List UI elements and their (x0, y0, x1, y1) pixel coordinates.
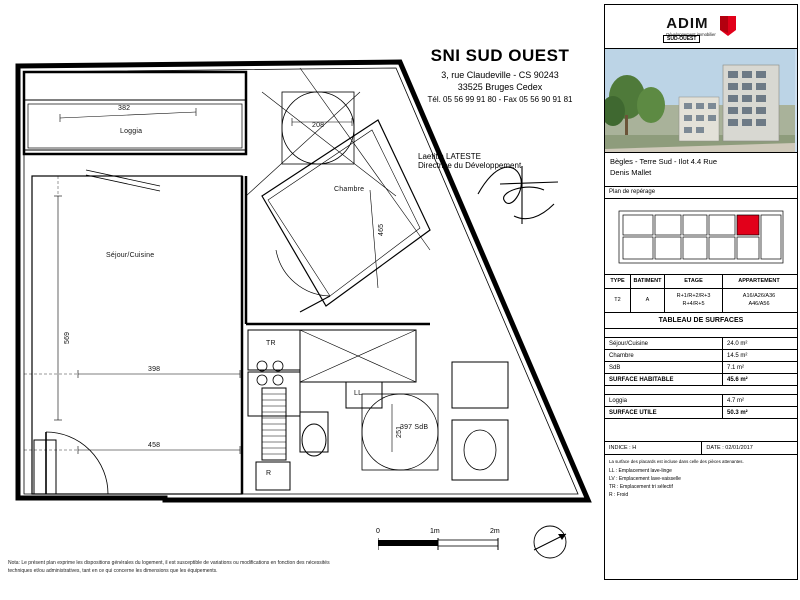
table-row (605, 374, 797, 386)
adim-logo-name: ADIM (666, 14, 709, 32)
dimension-569: 569 (64, 331, 71, 344)
surface-name: Séjour/Cuisine (605, 338, 723, 349)
dimension-251: 251 (396, 425, 403, 438)
signatory-role: Directrice du Développement (418, 161, 522, 170)
table-row (605, 362, 797, 374)
key-plan (605, 199, 797, 275)
surface-value: 24.0 m² (727, 340, 748, 347)
key-plan-graphic (613, 203, 789, 271)
surface-value: 50.3 m² (727, 409, 748, 416)
indice-row (605, 442, 797, 455)
legend-item: LL : Emplacement lave-linge (609, 468, 672, 475)
value-batiment: A (645, 296, 650, 303)
dimension-397-sdb: 397 SdB (400, 424, 429, 431)
header-type: TYPE (605, 275, 631, 288)
surface-value: 4.7 m² (727, 397, 745, 404)
surface-name: Loggia (605, 395, 723, 406)
north-arrow-icon (520, 522, 580, 562)
indice-label: INDICE : (609, 445, 631, 451)
legend-block (605, 455, 797, 502)
table-row (605, 350, 797, 362)
project-line-2: Denis Mallet (610, 167, 652, 177)
date-value: 02/01/2017 (725, 445, 753, 451)
scale-label-1m: 1m (430, 528, 440, 535)
equipment-ll: LL (354, 390, 363, 397)
legend-item: LV : Emplacement lave-vaisselle (609, 476, 681, 483)
adim-logo (605, 5, 797, 49)
surfaces-spacer-top (605, 329, 797, 338)
table-row (605, 395, 797, 407)
dimension-208: 208 (312, 122, 325, 129)
dimension-465: 465 (378, 223, 385, 236)
surface-name: SdB (605, 362, 723, 373)
room-label-sejour-cuisine: Séjour/Cuisine (106, 252, 155, 259)
surfaces-table (605, 338, 797, 386)
type-table-header (605, 275, 797, 289)
highlighted-apartment (737, 215, 759, 235)
adim-region-badge: SUD-OUEST (663, 35, 700, 43)
company-name: SNI SUD OUEST (430, 46, 570, 65)
indice-value: H (632, 445, 637, 451)
dimension-458: 458 (148, 442, 161, 449)
value-etage-2: R+4/R+5 (682, 300, 705, 307)
surface-name: Chambre (605, 350, 723, 361)
surface-name: SURFACE HABITABLE (605, 374, 723, 385)
table-row (605, 407, 797, 419)
company-address: 3, rue Claudeville - CS 90243 (441, 70, 559, 80)
equipment-r: R (266, 470, 272, 477)
room-label-loggia: Loggia (120, 128, 143, 135)
value-type: T2 (614, 296, 621, 303)
header-batiment: BATIMENT (631, 275, 665, 288)
legend-item: R : Froid (609, 492, 629, 499)
type-table-row (605, 289, 797, 313)
equipment-tr: TR (266, 340, 276, 347)
room-label-chambre: Chambre (334, 186, 365, 193)
surface-value: 7.1 m² (727, 364, 745, 371)
legend-item: TR : Emplacement tri sélectif (609, 484, 673, 491)
surfaces-table-secondary (605, 395, 797, 419)
value-appt-1: A16/A26/A36 (742, 293, 776, 300)
surface-value: 14.5 m² (727, 352, 748, 359)
building-photo (605, 49, 797, 153)
surface-value: 45.6 m² (727, 376, 748, 383)
side-info-panel (604, 4, 798, 580)
surfaces-spacer-bottom (605, 419, 797, 442)
scale-label-0: 0 (376, 528, 380, 535)
table-row (605, 338, 797, 350)
signatory-name: Laetitia LATESTE (418, 152, 481, 161)
project-name (605, 153, 797, 187)
date-label: DATE : (706, 445, 724, 451)
scale-label-2m: 2m (490, 528, 500, 535)
value-appt-2: A46/A56 (748, 300, 770, 307)
company-contact: Tél. 05 56 99 91 80 - Fax 05 56 90 91 81 (427, 95, 573, 104)
repere-title: Plan de repérage (605, 187, 797, 199)
adim-flag-icon (720, 16, 736, 36)
company-city: 33525 Bruges Cedex (457, 82, 543, 92)
surfaces-table-title: TABLEAU DE SURFACES (605, 313, 797, 329)
titleblock (400, 46, 600, 104)
value-etage-1: R+1/R+2/R+3 (676, 293, 711, 300)
dimension-398: 398 (148, 366, 161, 373)
dimension-382: 382 (118, 105, 131, 112)
header-etage: ETAGE (665, 275, 723, 288)
legend-note: La surface des placards est incluse dans celle des pièces attenantes. (609, 459, 744, 464)
adim-logo-sub: Développement immobilier (666, 31, 716, 37)
building-photo-graphic (605, 49, 795, 153)
handwritten-signature-icon (470, 160, 580, 230)
surface-name: SURFACE UTILE (605, 407, 723, 418)
plan-footnote: Nota: Le présent plan exprime les dispositions générales du logement, il est susceptible de variations ou modifications en fonction des nécessités techniques et/ou administratives, tant en ce qui concerne les dimensions que les équipements. (8, 560, 330, 574)
project-line-1: Bègles - Terre Sud - Ilot 4.4 Rue (610, 157, 717, 166)
surfaces-spacer-mid (605, 386, 797, 395)
header-appartement: APPARTEMENT (738, 277, 780, 284)
